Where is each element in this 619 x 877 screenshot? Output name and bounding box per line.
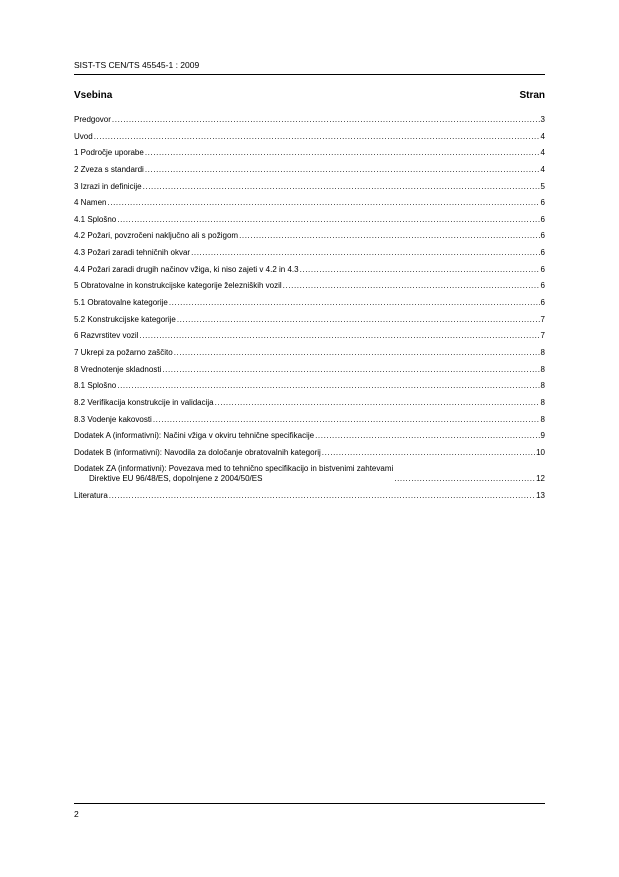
toc-page-column-label: Stran	[519, 90, 545, 101]
page-number: 2	[74, 809, 79, 819]
toc-entry-title: 5.2 Konstrukcijske kategorije	[74, 314, 176, 324]
toc-entry-page: 6	[540, 231, 545, 241]
toc-entry-8[interactable]	[74, 365, 545, 375]
toc-entry-title: 8.3 Vodenje kakovosti	[74, 414, 152, 424]
toc-leader-dots	[394, 474, 535, 484]
toc-leader-dots	[143, 182, 540, 192]
toc-entry-title: 2 Zveza s standardi	[74, 164, 144, 174]
toc-entry-page: 3	[540, 115, 545, 124]
toc-entry-4-2[interactable]	[74, 231, 545, 241]
table-of-contents	[74, 115, 545, 507]
toc-entry-title: 4.3 Požari zaradi tehničnih okvar	[74, 248, 191, 258]
toc-entry-8-1[interactable]	[74, 381, 545, 391]
toc-heading	[74, 90, 545, 104]
page-footer	[74, 803, 545, 824]
toc-leader-dots	[174, 348, 540, 358]
toc-entry-page: 8	[540, 381, 545, 391]
toc-entry-title: Dodatek B (informativni): Navodila za določanje obratovalnih kategorij	[74, 447, 321, 457]
toc-leader-dots	[169, 298, 540, 308]
toc-entry-6[interactable]	[74, 331, 545, 341]
toc-entry-page: 8	[540, 414, 545, 424]
toc-leader-dots	[283, 281, 540, 291]
toc-leader-dots	[117, 215, 539, 225]
toc-entry-page: 4	[540, 131, 545, 141]
toc-entry-5-2[interactable]	[74, 315, 545, 325]
toc-entry-title: 5 Obratovalne in konstrukcijske kategorije železniških vozil	[74, 281, 282, 291]
toc-entry-annex-a[interactable]	[74, 431, 545, 441]
toc-entry-page: 8	[540, 397, 545, 407]
toc-entry-title: 8.2 Verifikacija konstrukcije in validacija	[74, 397, 214, 407]
page-header	[74, 60, 545, 75]
toc-entry-annex-za[interactable]	[74, 464, 545, 483]
toc-leader-dots	[215, 398, 540, 408]
toc-entry-4-3[interactable]	[74, 248, 545, 258]
toc-entry-5[interactable]	[74, 281, 545, 291]
toc-entry-page: 9	[540, 431, 545, 441]
toc-entry-page: 8	[540, 364, 545, 374]
toc-leader-dots	[322, 448, 535, 458]
toc-entry-4-1[interactable]	[74, 215, 545, 225]
toc-entry-title: 1 Področje uporabe	[74, 148, 144, 158]
toc-entry-page: 7	[540, 314, 545, 324]
toc-entry-page: 6	[540, 198, 545, 208]
toc-entry-title: 4.2 Požari, povzročeni naključno ali s požigom	[74, 231, 239, 241]
toc-entry-5-1[interactable]	[74, 298, 545, 308]
toc-entry-page: 6	[540, 298, 545, 308]
toc-leader-dots	[191, 248, 539, 258]
toc-entry-page: 12	[536, 474, 545, 484]
toc-entry-4[interactable]	[74, 198, 545, 208]
toc-leader-dots	[153, 415, 540, 425]
toc-entry-title: Dodatek ZA (informativni): Povezava med to tehnično specifikacijo in bistvenimi zahtevami	[74, 464, 394, 474]
toc-entry-page: 6	[540, 248, 545, 258]
toc-entry-7[interactable]	[74, 348, 545, 358]
toc-entry-title: 4 Namen	[74, 198, 107, 208]
toc-entry-8-3[interactable]	[74, 415, 545, 425]
toc-leader-dots	[162, 365, 539, 375]
toc-entry-annex-b[interactable]	[74, 448, 545, 458]
toc-leader-dots	[145, 148, 540, 158]
toc-entry-title: 8 Vrednotenje skladnosti	[74, 364, 162, 374]
toc-leader-dots	[109, 491, 535, 501]
toc-entry-page: 7	[540, 331, 545, 341]
toc-title: Vsebina	[74, 90, 113, 101]
toc-leader-dots	[177, 315, 540, 325]
toc-leader-dots	[300, 265, 540, 275]
toc-entry-page: 13	[536, 490, 545, 500]
toc-entry-title: Predgovor	[74, 115, 111, 124]
toc-entry-page: 6	[540, 214, 545, 224]
toc-entry-page: 6	[540, 281, 545, 291]
toc-leader-dots	[239, 231, 539, 241]
toc-entry-2[interactable]	[74, 165, 545, 175]
toc-leader-dots	[112, 115, 540, 125]
toc-entry-title: 7 Ukrepi za požarno zaščito	[74, 347, 173, 357]
toc-entry-1[interactable]	[74, 148, 545, 158]
toc-entry-page: 8	[540, 347, 545, 357]
toc-entry-4-4[interactable]	[74, 265, 545, 275]
toc-entry-8-2[interactable]	[74, 398, 545, 408]
toc-entry-predgovor[interactable]	[74, 115, 545, 125]
toc-entry-3[interactable]	[74, 182, 545, 192]
toc-entry-literatura[interactable]	[74, 491, 545, 501]
toc-leader-dots	[315, 431, 539, 441]
toc-entry-title-block	[74, 464, 393, 483]
toc-entry-page: 4	[540, 164, 545, 174]
toc-entry-title: 4.1 Splošno	[74, 214, 117, 224]
toc-entry-title-continuation: Direktive EU 96/48/ES, dopolnjene z 2004/50/ES	[89, 474, 263, 484]
toc-entry-title: Uvod	[74, 131, 93, 141]
toc-entry-title: 4.4 Požari zaradi drugih načinov vžiga, ki niso zajeti v 4.2 in 4.3	[74, 264, 299, 274]
toc-leader-dots	[94, 132, 540, 142]
toc-leader-dots	[107, 198, 539, 208]
toc-entry-title: Dodatek A (informativni): Načini vžiga v okviru tehnične specifikacije	[74, 431, 315, 441]
document-id: SIST-TS CEN/TS 45545-1 : 2009	[74, 60, 200, 70]
toc-entry-title: 8.1 Splošno	[74, 381, 117, 391]
toc-entry-page: 6	[540, 264, 545, 274]
toc-entry-page: 10	[536, 447, 545, 457]
toc-leader-dots	[145, 165, 540, 175]
toc-entry-page: 4	[540, 148, 545, 158]
toc-entry-title: 5.1 Obratovalne kategorije	[74, 298, 168, 308]
toc-entry-title: 6 Razvrstitev vozil	[74, 331, 139, 341]
toc-leader-dots	[117, 381, 539, 391]
toc-entry-uvod[interactable]	[74, 132, 545, 142]
toc-leader-dots	[139, 331, 539, 341]
toc-entry-title: 3 Izrazi in definicije	[74, 181, 142, 191]
toc-entry-title: Literatura	[74, 490, 108, 500]
toc-entry-page: 5	[540, 181, 545, 191]
